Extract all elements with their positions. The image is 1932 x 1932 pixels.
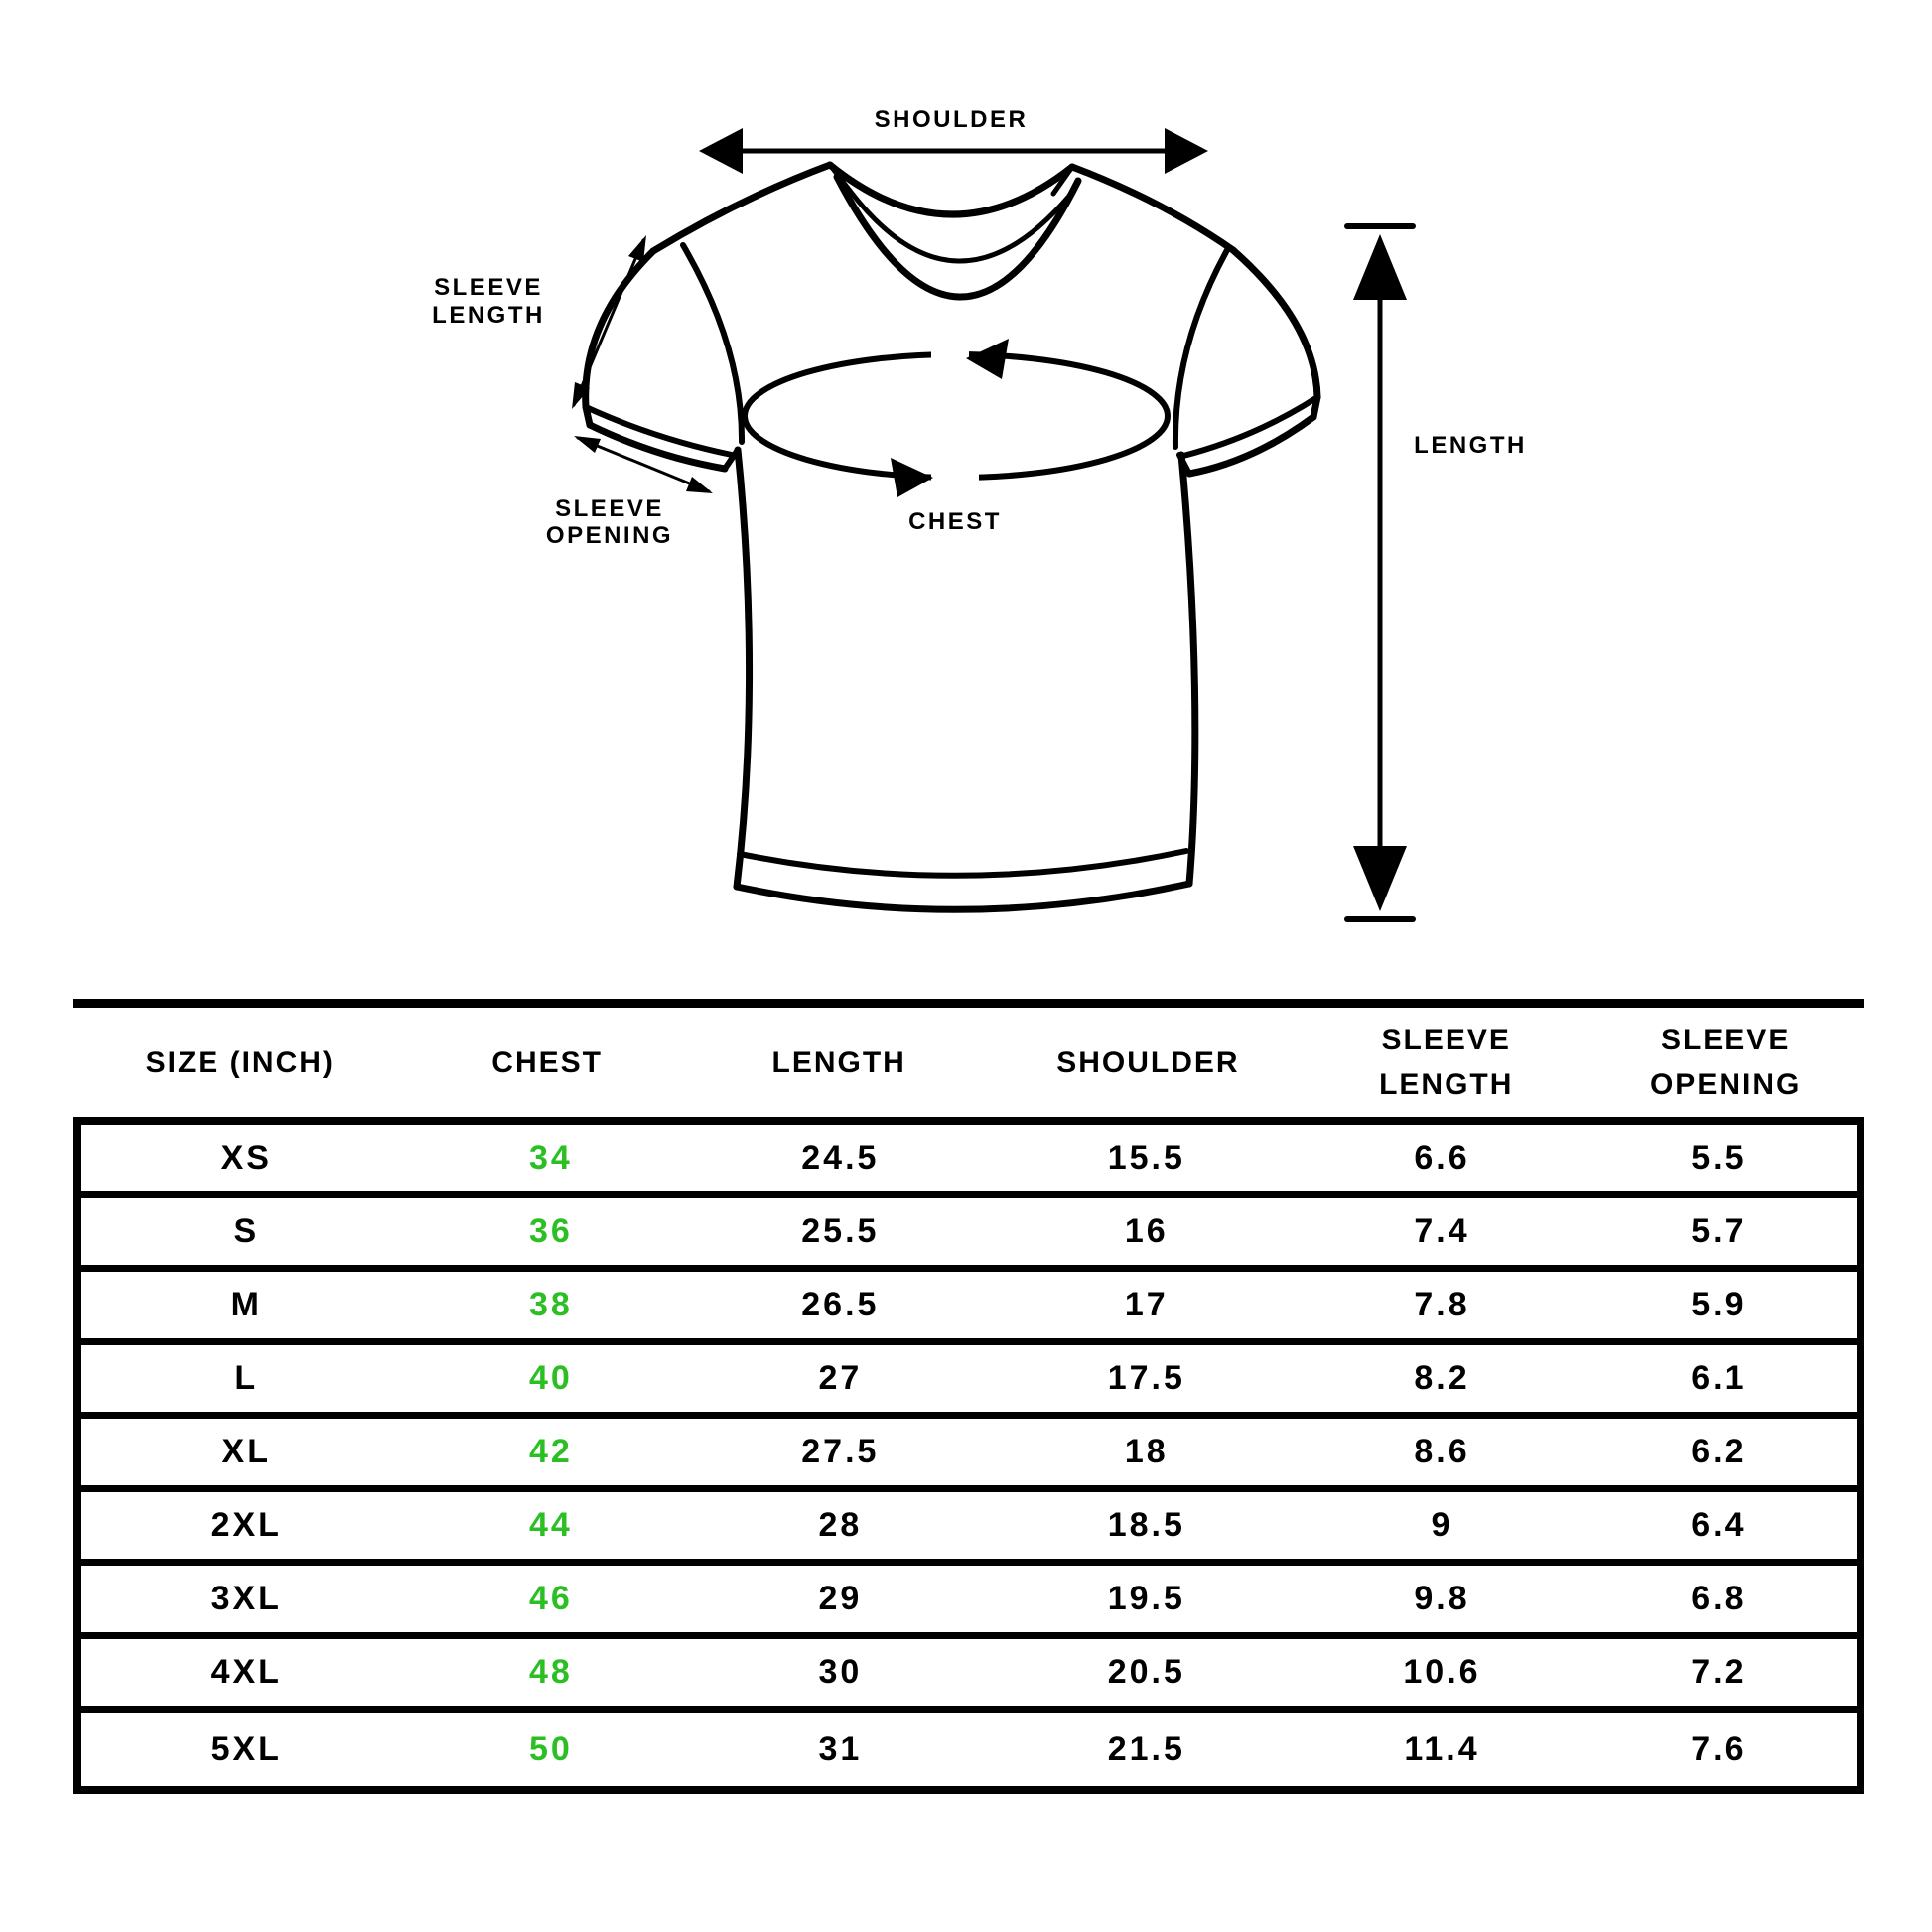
cell-sleeve-opening: 5.7: [1691, 1212, 1747, 1250]
size-chart-table: [73, 999, 1864, 1794]
header-sleeve-length-line1: SLEEVE: [1381, 1024, 1511, 1056]
cell-length: 28: [818, 1506, 863, 1544]
cell-shoulder: 17.5: [1107, 1359, 1185, 1397]
cell-chest: 42: [529, 1433, 573, 1470]
cell-sleeve-opening: 7.2: [1691, 1653, 1747, 1691]
cell-sleeve-length: 7.4: [1414, 1212, 1470, 1250]
sleeve-length-arrow-line: [574, 240, 643, 405]
cell-sleeve-length: 9.8: [1414, 1580, 1470, 1617]
cell-sleeve-length: 6.6: [1414, 1139, 1470, 1176]
cell-sleeve-opening: 5.9: [1691, 1286, 1747, 1323]
cell-sleeve-opening: 7.6: [1691, 1729, 1747, 1768]
header-length: LENGTH: [771, 1045, 906, 1079]
table-row-2xl: [81, 1492, 1857, 1566]
cell-size: 2XL: [210, 1506, 282, 1544]
chest-ellipse-gap-bottom: [931, 460, 979, 493]
cell-length: 25.5: [801, 1212, 880, 1250]
sleeve-opening-label-line1: SLEEVE: [555, 495, 664, 522]
right-sleeve-seam: [1175, 250, 1227, 447]
chest-arrowhead-top: [966, 339, 1009, 379]
sleeve-length-label-line2: LENGTH: [432, 302, 545, 329]
cell-sleeve-length: 8.2: [1414, 1359, 1470, 1397]
cell-sleeve-length: 9: [1431, 1506, 1453, 1544]
cell-sleeve-length: 7.8: [1414, 1286, 1470, 1323]
cell-sleeve-length: 11.4: [1404, 1729, 1480, 1768]
table-top-rule: [73, 999, 1864, 1008]
table-row-4xl: [81, 1639, 1857, 1713]
body-right-edge: [1181, 455, 1195, 884]
table-row-5xl: [81, 1713, 1857, 1786]
cell-length: 30: [818, 1653, 863, 1691]
cell-shoulder: 18: [1124, 1433, 1169, 1470]
cell-size: 3XL: [210, 1580, 282, 1617]
cell-sleeve-opening: 6.8: [1691, 1580, 1747, 1617]
cell-shoulder: 21.5: [1107, 1729, 1185, 1768]
hem-bottom-edge: [737, 884, 1189, 909]
cell-shoulder: 19.5: [1107, 1580, 1185, 1617]
cell-sleeve-opening: 6.4: [1691, 1506, 1747, 1544]
right-sleeve-bottom: [1189, 417, 1313, 474]
sleeve-opening-label-line2: OPENING: [545, 522, 674, 549]
chest-ellipse-gap-top: [931, 342, 969, 373]
cell-shoulder: 16: [1124, 1212, 1169, 1250]
cell-sleeve-opening: 6.2: [1691, 1433, 1747, 1470]
cell-size: M: [230, 1286, 262, 1323]
shoulder-label: SHOULDER: [874, 106, 1029, 133]
table-row-s: [81, 1198, 1857, 1272]
cell-size: XL: [221, 1433, 271, 1470]
header-shoulder: SHOULDER: [1056, 1045, 1240, 1079]
cell-length: 27.5: [801, 1433, 880, 1470]
cell-sleeve-length: 10.6: [1403, 1653, 1481, 1691]
left-sleeve-seam: [683, 245, 742, 442]
body-left-edge: [737, 450, 750, 887]
shoulder-line-right: [1072, 167, 1233, 250]
hem-seam: [740, 851, 1186, 876]
sleeve-length-label-line1: SLEEVE: [434, 274, 543, 301]
cell-shoulder: 20.5: [1107, 1653, 1185, 1691]
cell-sleeve-length: 8.6: [1414, 1433, 1470, 1470]
cell-chest: 38: [529, 1286, 573, 1323]
cell-chest: 48: [529, 1653, 573, 1691]
cell-sleeve-opening: 6.1: [1691, 1359, 1747, 1397]
header-sleeve-opening-line1: SLEEVE: [1660, 1024, 1791, 1056]
cell-size: S: [233, 1212, 260, 1250]
cell-length: 24.5: [801, 1139, 880, 1176]
left-sleeve-outer: [586, 251, 653, 407]
header-size: SIZE (INCH): [145, 1045, 335, 1079]
cell-length: 27: [818, 1359, 863, 1397]
cell-shoulder: 15.5: [1107, 1139, 1185, 1176]
header-sleeve-length: [1306, 1018, 1587, 1107]
header-sleeve-opening: [1587, 1018, 1864, 1107]
cell-size: L: [234, 1359, 259, 1397]
cell-chest: 44: [529, 1506, 573, 1544]
shoulder-line-left: [653, 165, 830, 251]
chest-arrowhead-bottom: [891, 458, 933, 497]
header-sleeve-opening-line2: OPENING: [1649, 1068, 1802, 1101]
cell-length: 31: [818, 1729, 863, 1768]
cell-size: 5XL: [210, 1729, 282, 1768]
cell-chest: 36: [529, 1212, 573, 1250]
table-row-3xl: [81, 1566, 1857, 1639]
table-header-row: [73, 1008, 1864, 1117]
cell-shoulder: 17: [1124, 1286, 1169, 1323]
table-row-xs: [81, 1125, 1857, 1198]
cell-length: 29: [818, 1580, 863, 1617]
cell-length: 26.5: [801, 1286, 880, 1323]
cell-sleeve-opening: 5.5: [1691, 1139, 1747, 1176]
cell-shoulder: 18.5: [1107, 1506, 1185, 1544]
table-body: [73, 1117, 1864, 1794]
header-sleeve-length-line2: LENGTH: [1379, 1068, 1514, 1101]
cell-chest: 34: [529, 1139, 573, 1176]
cell-chest: 50: [529, 1729, 573, 1768]
table-row-l: [81, 1345, 1857, 1419]
table-row-xl: [81, 1419, 1857, 1492]
cell-chest: 46: [529, 1580, 573, 1617]
cell-size: XS: [220, 1139, 272, 1176]
length-label: LENGTH: [1414, 432, 1527, 459]
table-row-m: [81, 1272, 1857, 1345]
cell-chest: 40: [529, 1359, 573, 1397]
cell-size: 4XL: [210, 1653, 282, 1691]
header-chest: CHEST: [491, 1045, 603, 1079]
right-sleeve-outer: [1233, 250, 1317, 397]
chest-label: CHEST: [908, 508, 1002, 535]
